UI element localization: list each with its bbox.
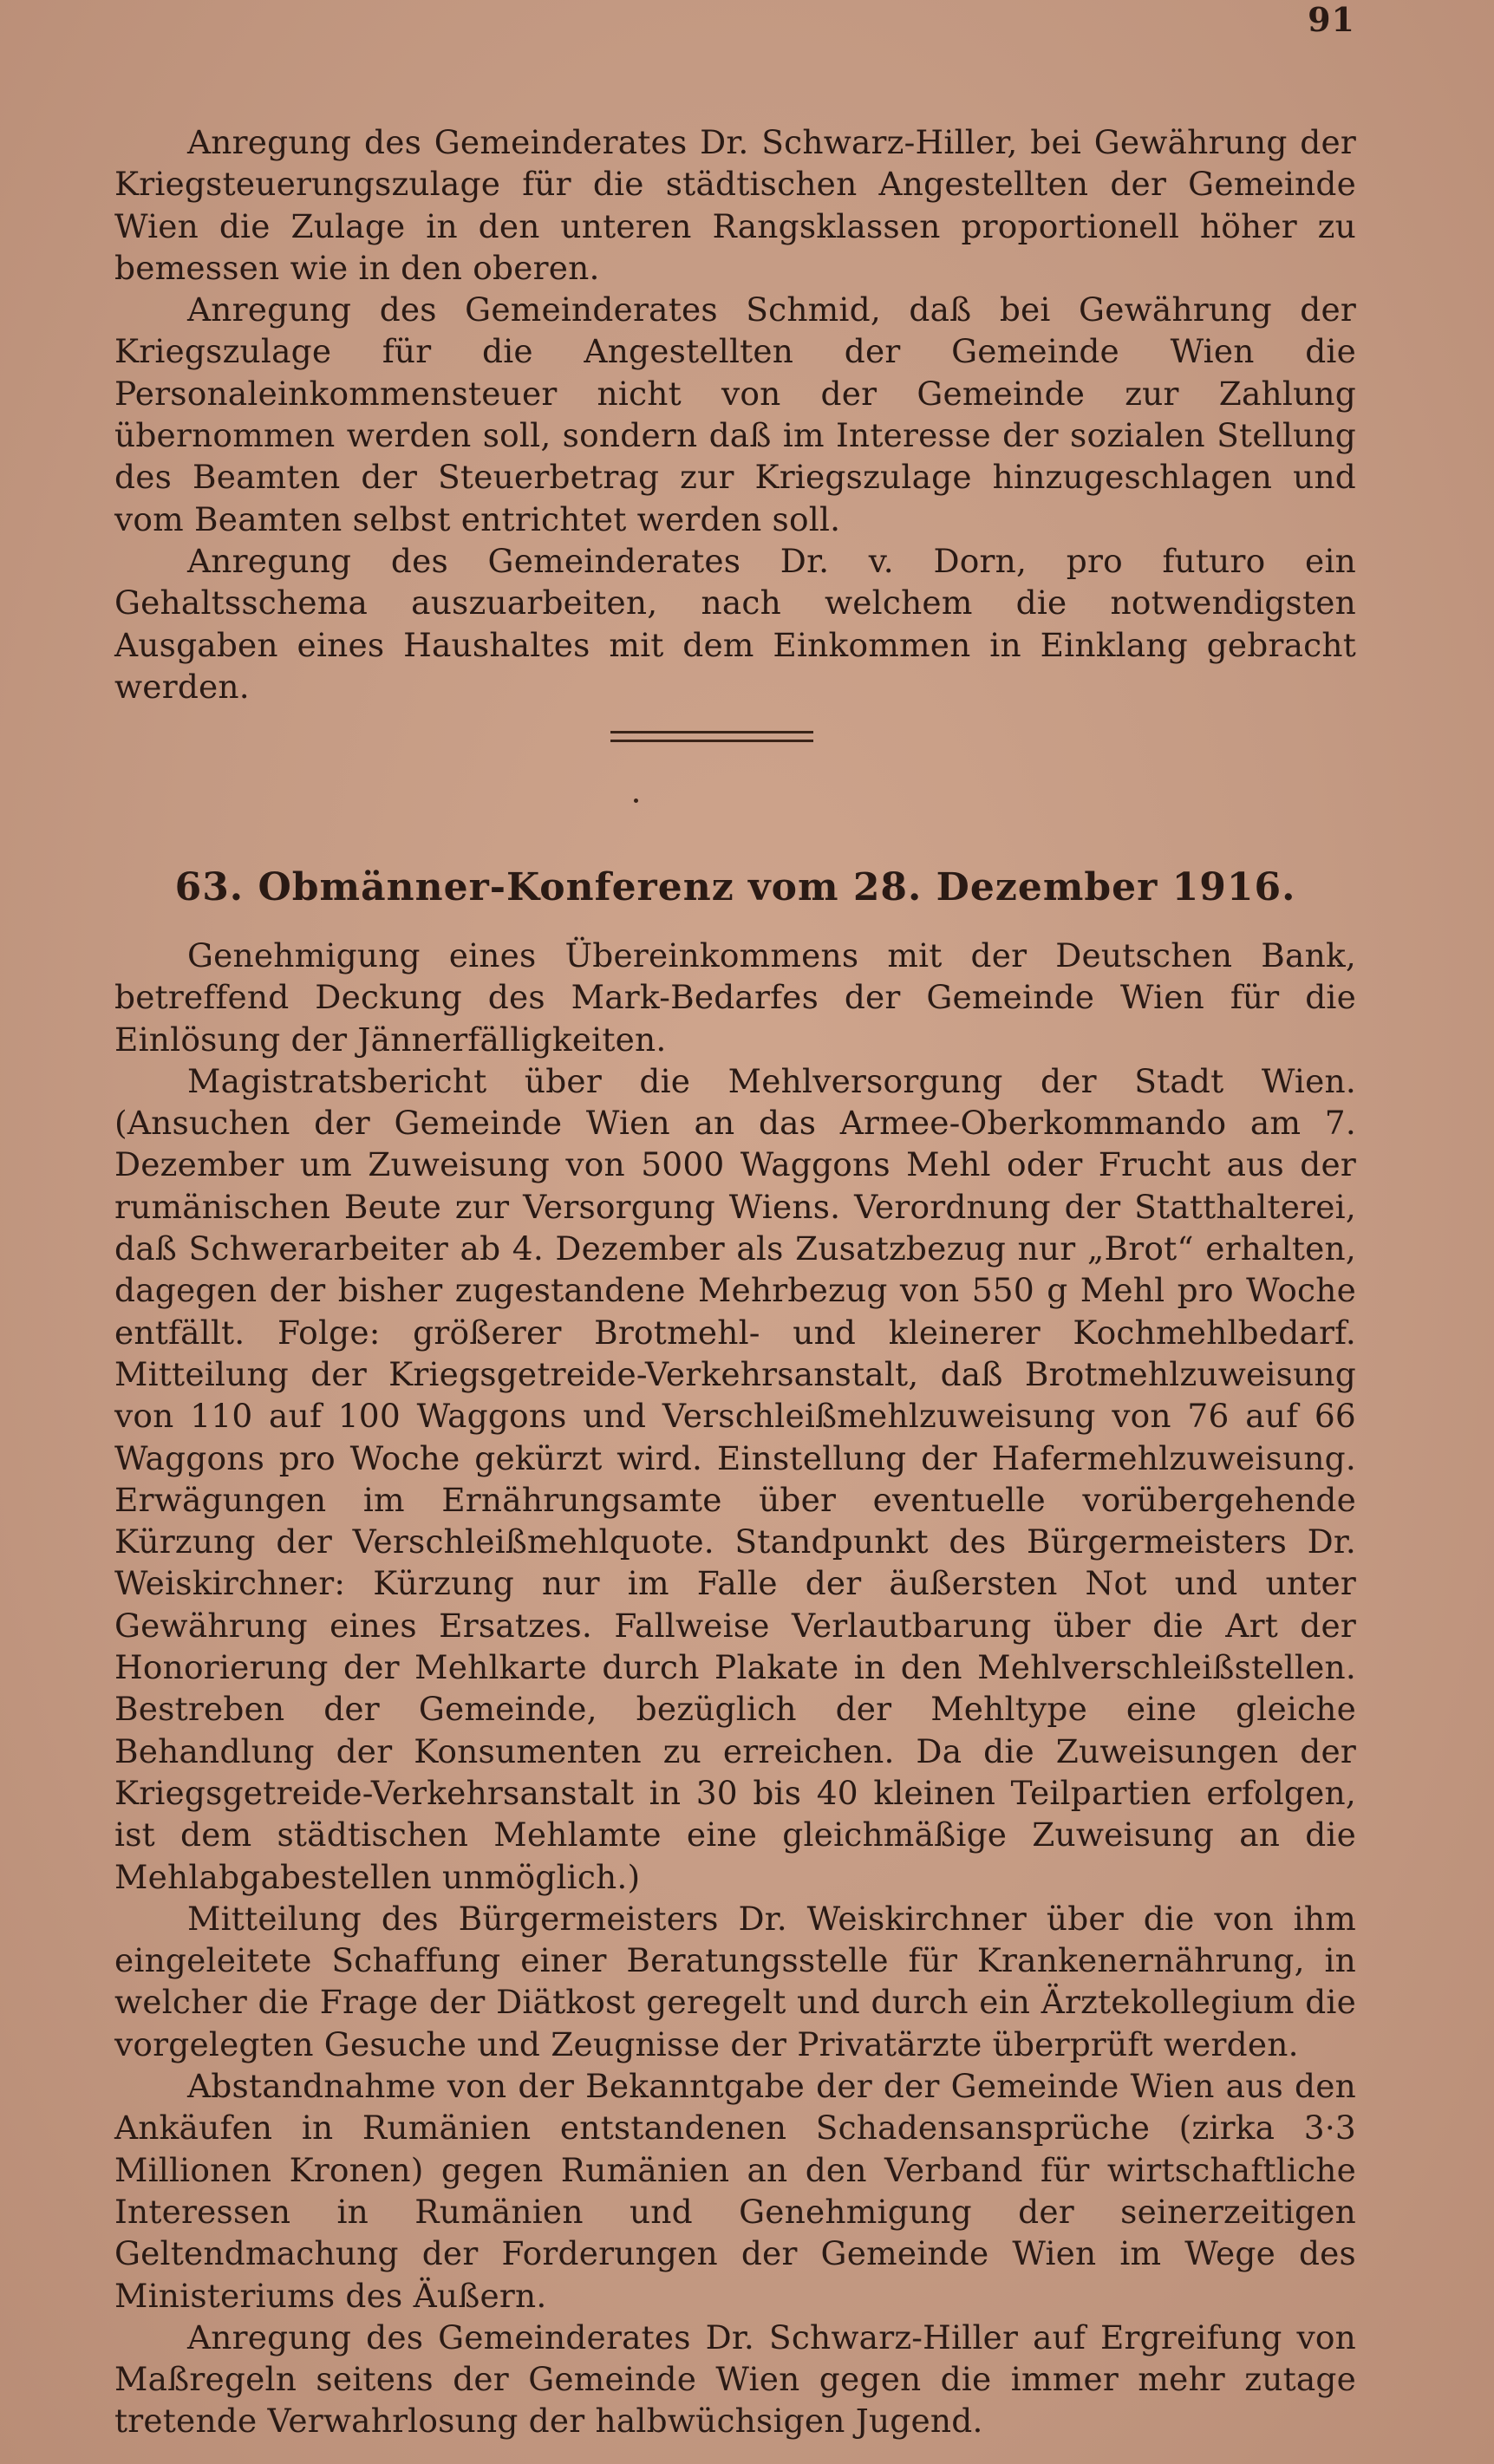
section-2-text bbox=[114, 935, 1356, 2442]
section-1-text bbox=[114, 121, 1356, 707]
paragraph: Anregung des Gemeinderates Dr. Schwarz-Hiller, bei Gewährung der Kriegsteuerungszulage für die städtischen Angestellten der Gemeinde Wien die Zulage in den unteren Rangsklassen proportionell höher zu bemessen wie in den oberen. bbox=[114, 123, 1356, 287]
page-number: 91 bbox=[1308, 0, 1355, 39]
paragraph: Mitteilung des Bürgermeisters Dr. Weiskirchner über die von ihm eingeleitete Schaffung einer Beratungsstelle für Krankenernährung, in welcher die Frage der Diätkost geregelt und durch ein Ärztekollegium die vorgelegten Gesuche und Zeugnisse der Privatärzte überprüft werden. bbox=[114, 1899, 1356, 2063]
paragraph: Anregung des Gemeinderates Dr. Schwarz-Hiller auf Ergreifung von Maßregeln seitens der Gemeinde Wien gegen die immer mehr zutage tretende Verwahrlosung der halbwüchsigen Jugend. bbox=[114, 2317, 1356, 2441]
divider-line bbox=[610, 740, 813, 742]
section-divider bbox=[610, 731, 813, 748]
paragraph: Abstandnahme von der Bekanntgabe der der Gemeinde Wien aus den Ankäufen in Rumänien entstandenen Schadensansprüche (zirka 3·3 Millionen Kronen) gegen Rumänien an den Verband für wirtschaftliche Interessen in Rumänien und Genehmigung der seinerzeitigen Geltendmachung der Forderungen der Gemeinde Wien im Wege des Ministeriums des Äußern. bbox=[114, 2067, 1356, 2315]
paragraph: Anregung des Gemeinderates Dr. v. Dorn, pro futuro ein Gehaltsschema auszuarbeiten, nach welchem die notwendigsten Ausgaben eines Haushaltes mit dem Einkommen in Einklang gebracht werden. bbox=[114, 541, 1356, 706]
paragraph: Genehmigung eines Übereinkommens mit der Deutschen Bank, betreffend Deckung des Mark-Bedarfes der Gemeinde Wien für die Einlösung der Jännerfälligkeiten. bbox=[114, 936, 1356, 1059]
paragraph: Anregung des Gemeinderates Schmid, daß bei Gewährung der Kriegszulage für die Angestellten der Gemeinde Wien die Personaleinkommensteuer nicht von der Gemeinde zur Zahlung übernommen werden soll, sondern daß im Interesse der sozialen Stellung des Beamten der Steuerbetrag zur Kriegszulage hinzugeschlagen und vom Beamten selbst entrichtet werden soll. bbox=[114, 290, 1356, 538]
paragraph: Magistratsbericht über die Mehlversorgung der Stadt Wien. (Ansuchen der Gemeinde Wien an das Armee-Oberkommando am 7. Dezember um Zuweisung von 5000 Waggons Mehl oder Frucht aus der rumänischen Beute zur Versorgung Wiens. Verordnung der Statthalterei, daß Schwerarbeiter ab 4. Dezember als Zusatzbezug nur „Brot“ erhalten, dagegen der bisher zugestandene Mehrbezug von 550 g Mehl pro Woche entfällt. Folge: größerer Brotmehl- und kleinerer Kochmehlbedarf. Mitteilung der Kriegsgetreide-Verkehrsanstalt, daß Brotmehlzuweisung von 110 auf 100 Waggons und Verschleißmehlzuweisung von 76 auf 66 Waggons pro Woche gekürzt wird. Einstellung der Hafermehlzuweisung. Erwägungen im Ernährungsamte über eventuelle vorübergehende Kürzung der Verschleißmehlquote. Standpunkt des Bürgermeisters Dr. Weiskirchner: Kürzung nur im Falle der äußersten Not und unter Gewährung eines Ersatzes. Fallweise Verlautbarung über die Art der Honorierung der Mehlkarte durch Plakate in den Mehlverschleißstellen. Bestreben der Gemeinde, bezüglich der Mehltype eine gleiche Behandlung der Konsumenten zu erreichen. Da die Zuweisungen der Kriegsgetreide-Verkehrsanstalt in 30 bis 40 kleinen Teilpartien erfolgen, ist dem städtischen Mehlamte eine gleichmäßige Zuweisung an die Mehlabgabestellen unmöglich.) bbox=[114, 1061, 1356, 1896]
ornament-dot bbox=[634, 799, 638, 803]
divider-line bbox=[610, 731, 813, 733]
section-heading: 63. Obmänner-Konferenz vom 28. Dezember 1916. bbox=[174, 865, 1296, 909]
